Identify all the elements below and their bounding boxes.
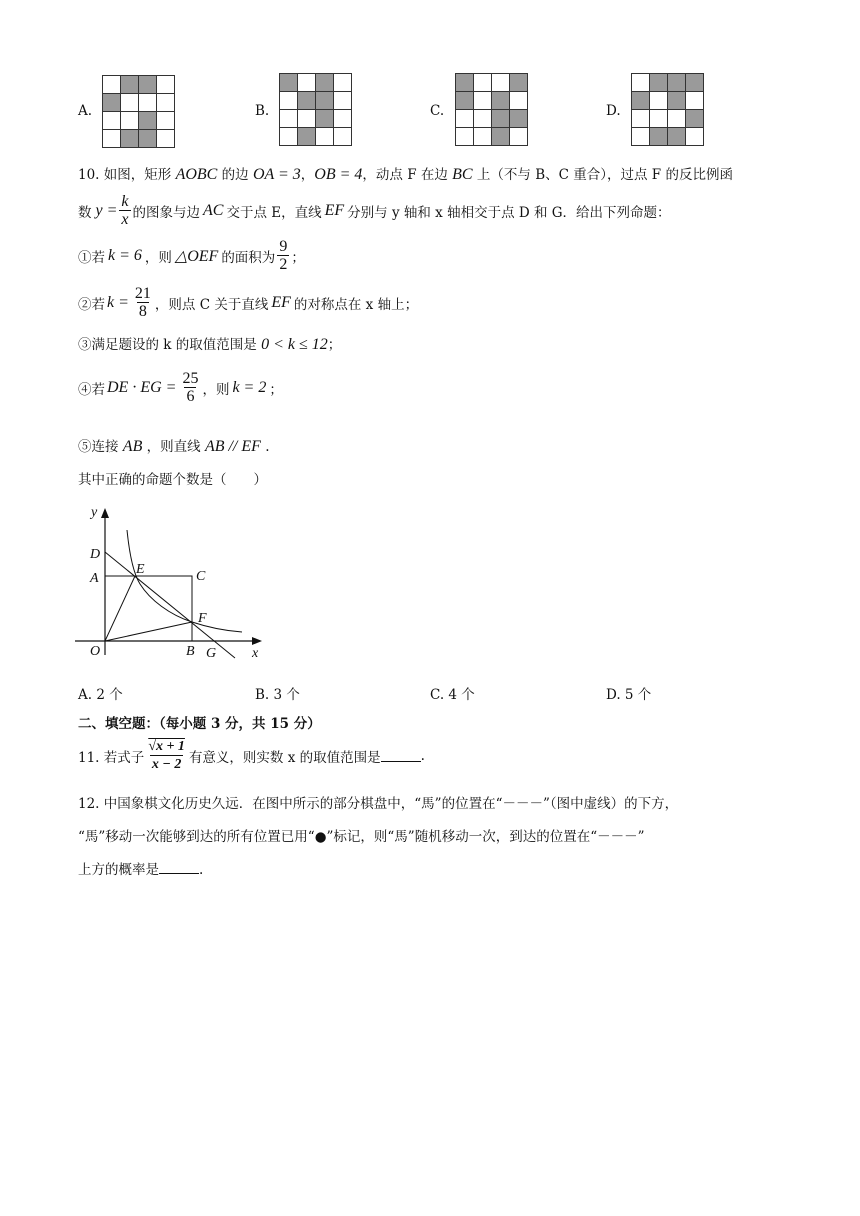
empty-cell [298,110,316,128]
q9-option-c-label: C. [430,103,445,119]
q10-text: . [265,439,270,455]
empty-cell [632,128,650,146]
q9-option-a-label: A. [78,103,93,119]
empty-cell [474,74,492,92]
label-g: G [206,646,217,661]
shaded-cell [139,130,157,148]
q10-math: △OEF [174,247,219,265]
shaded-cell [280,74,298,92]
empty-cell [632,74,650,92]
q10-text: 交于点 E，直线 [226,204,322,221]
shaded-cell [650,128,668,146]
empty-cell [334,128,352,146]
shaded-cell [456,74,474,92]
empty-cell [103,130,121,148]
label-a: A [90,571,99,586]
q12-line3 [78,858,203,878]
shaded-cell [668,128,686,146]
q11-text: . [420,747,425,764]
shaded-cell [492,128,510,146]
segment-of [105,622,192,641]
q12-line2: “馬”移动一次能够到达的所有位置已用“●”标记，则“馬”随机移动一次，到达的位置在“－－－” [78,829,645,845]
shaded-cell [298,92,316,110]
q10-text: ，则 [202,381,230,398]
shaded-cell [492,92,510,110]
empty-cell [456,128,474,146]
empty-cell [474,92,492,110]
empty-cell [103,112,121,130]
shaded-cell [668,92,686,110]
q10-text: 的边 [221,167,249,183]
empty-cell [492,74,510,92]
q10-text: ； [291,249,305,266]
label-x: x [252,646,259,661]
empty-cell [157,112,175,130]
q11-text: 有意义，则实数 x 的取值范围是 [188,749,381,766]
q10-math: OB = 4 [314,166,363,183]
empty-cell [686,128,704,146]
q10-option-a: A. 2 个 [78,687,123,703]
q9-option-b-grid [279,73,352,146]
fraction-9-over-2 [277,238,289,273]
q10-line2 [78,193,671,228]
q10-proposition-5 [78,435,270,456]
fraction-numerator: k [121,193,129,210]
q9-option-a-grid [102,75,175,148]
shaded-cell [632,92,650,110]
empty-cell [456,110,474,128]
q10-math: DE · EG = [107,378,177,396]
q10-math: EF [271,293,291,311]
shaded-cell [139,112,157,130]
q10-text: ，则 [144,249,172,266]
shaded-cell [686,74,704,92]
segment-oe [105,576,135,641]
fraction-denominator: 2 [279,256,288,273]
q10-text: ，动点 F 在边 [362,167,448,183]
fraction-numerator: √x + 1 [148,739,185,754]
shaded-cell [686,110,704,128]
q9-option-d-grid [631,73,704,146]
q9-option-b-label: B. [255,103,270,119]
label-o: O [90,644,101,659]
q10-option-d: D. 5 个 [606,687,652,703]
q10-text: 10. 如图，矩形 [78,167,172,183]
empty-cell [280,128,298,146]
q10-math: EF [324,201,345,219]
answer-blank[interactable] [381,749,421,762]
section-heading: 二、填空题：（每小题 3 分，共 15 分） [78,716,321,732]
empty-cell [632,110,650,128]
q10-text: ①若 [78,249,105,266]
empty-cell [121,94,139,112]
fraction-k-over-x [119,193,130,228]
empty-cell [334,92,352,110]
empty-cell [474,128,492,146]
q10-text: ，则直线 [146,439,201,455]
x-axis-arrow [252,637,262,645]
q10-text: 分别与 y 轴和 x 轴相交于点 D 和 G．给出下列命题： [347,204,671,221]
q10-math: y = [95,201,118,219]
q10-text: 的面积为 [221,249,276,266]
shaded-cell [510,74,528,92]
shaded-cell [456,92,474,110]
q10-text: ，则点 C 关于直线 [154,296,269,313]
empty-cell [334,74,352,92]
fraction-25-over-6 [180,370,200,405]
shaded-cell [492,110,510,128]
label-b: B [186,644,195,659]
q10-text: ； [269,381,283,398]
empty-cell [510,128,528,146]
fraction-denominator: x − 2 [151,757,182,772]
fraction-numerator: 25 [182,370,199,387]
q12-text: 上方的概率是 [78,862,159,878]
q12-text: . [199,862,204,878]
fraction-21-over-8 [133,285,153,320]
q10-text: 的对称点在 x 轴上； [293,296,419,313]
q10-text: ②若 [78,296,105,313]
q10-text: ④若 [78,381,105,398]
shaded-cell [316,110,334,128]
empty-cell [650,110,668,128]
q9-option-c-grid [455,73,528,146]
q10-question: 其中正确的命题个数是（ ） [78,472,267,488]
shaded-cell [121,130,139,148]
fraction-denominator: 6 [186,388,195,405]
q10-line1 [78,163,733,184]
empty-cell [316,128,334,146]
q10-text: ， [300,167,315,183]
shaded-cell [316,74,334,92]
q10-text: ； [327,337,342,353]
q10-math: AB [122,438,143,455]
empty-cell [157,130,175,148]
q10-math: AOBC [175,166,218,183]
shaded-cell [510,110,528,128]
label-d: D [90,547,101,562]
fraction-denominator: x [121,211,129,228]
empty-cell [334,110,352,128]
empty-cell [474,110,492,128]
q10-proposition-3 [78,333,341,354]
shaded-cell [650,74,668,92]
shaded-cell [103,94,121,112]
shaded-cell [121,76,139,94]
empty-cell [157,94,175,112]
q10-proposition-1 [78,238,305,273]
shaded-cell [668,74,686,92]
empty-cell [510,92,528,110]
empty-cell [103,76,121,94]
empty-cell [157,76,175,94]
q9-option-d-label: D. [606,103,621,119]
q10-math: k = 2 [232,378,267,396]
q10-proposition-2 [78,285,418,320]
shaded-cell [139,76,157,94]
shaded-cell [316,92,334,110]
q10-text: 的图象与边 [132,204,201,221]
label-c: C [196,569,206,584]
q12-line1: 12. 中国象棋文化历史久远．在图中所示的部分棋盘中，“馬”的位置在“－－－”（图中虚线）的下方， [78,796,679,812]
q10-proposition-4 [78,370,283,405]
label-e: E [136,562,145,577]
q10-math: k = 6 [108,246,142,264]
answer-blank[interactable] [159,861,199,874]
shaded-cell [298,128,316,146]
empty-cell [280,110,298,128]
label-f: F [198,611,207,626]
q10-text: ⑤连接 [78,439,119,455]
label-y: y [91,505,98,520]
fraction-numerator: 9 [279,238,288,255]
q10-math: AC [203,201,224,219]
q10-option-b: B. 3 个 [255,687,300,703]
q10-math: BC [452,166,473,183]
q10-math: 0 < k ≤ 12 [261,336,328,353]
q10-option-c: C. 4 个 [430,687,475,703]
fraction-denominator: 8 [138,303,147,320]
q10-math: AB // EF [204,438,261,455]
q10-text: 数 [78,204,92,221]
q11-text: 11. 若式子 [78,749,145,766]
fraction-numerator: 21 [134,285,151,302]
q10-text: ③满足题设的 k 的取值范围是 [78,337,257,353]
empty-cell [298,74,316,92]
empty-cell [668,110,686,128]
fraction-sqrt-over-x [146,738,187,773]
q10-math: k = [107,293,129,311]
empty-cell [686,92,704,110]
empty-cell [650,92,668,110]
line-dg [105,552,235,658]
empty-cell [280,92,298,110]
q11 [78,738,425,773]
y-axis-arrow [101,508,109,518]
empty-cell [139,94,157,112]
empty-cell [121,112,139,130]
q10-text: 上（不与 B、C 重合），过点 F 的反比例函 [476,167,733,183]
q10-math: OA = 3 [252,166,301,183]
q10-figure [70,500,270,662]
